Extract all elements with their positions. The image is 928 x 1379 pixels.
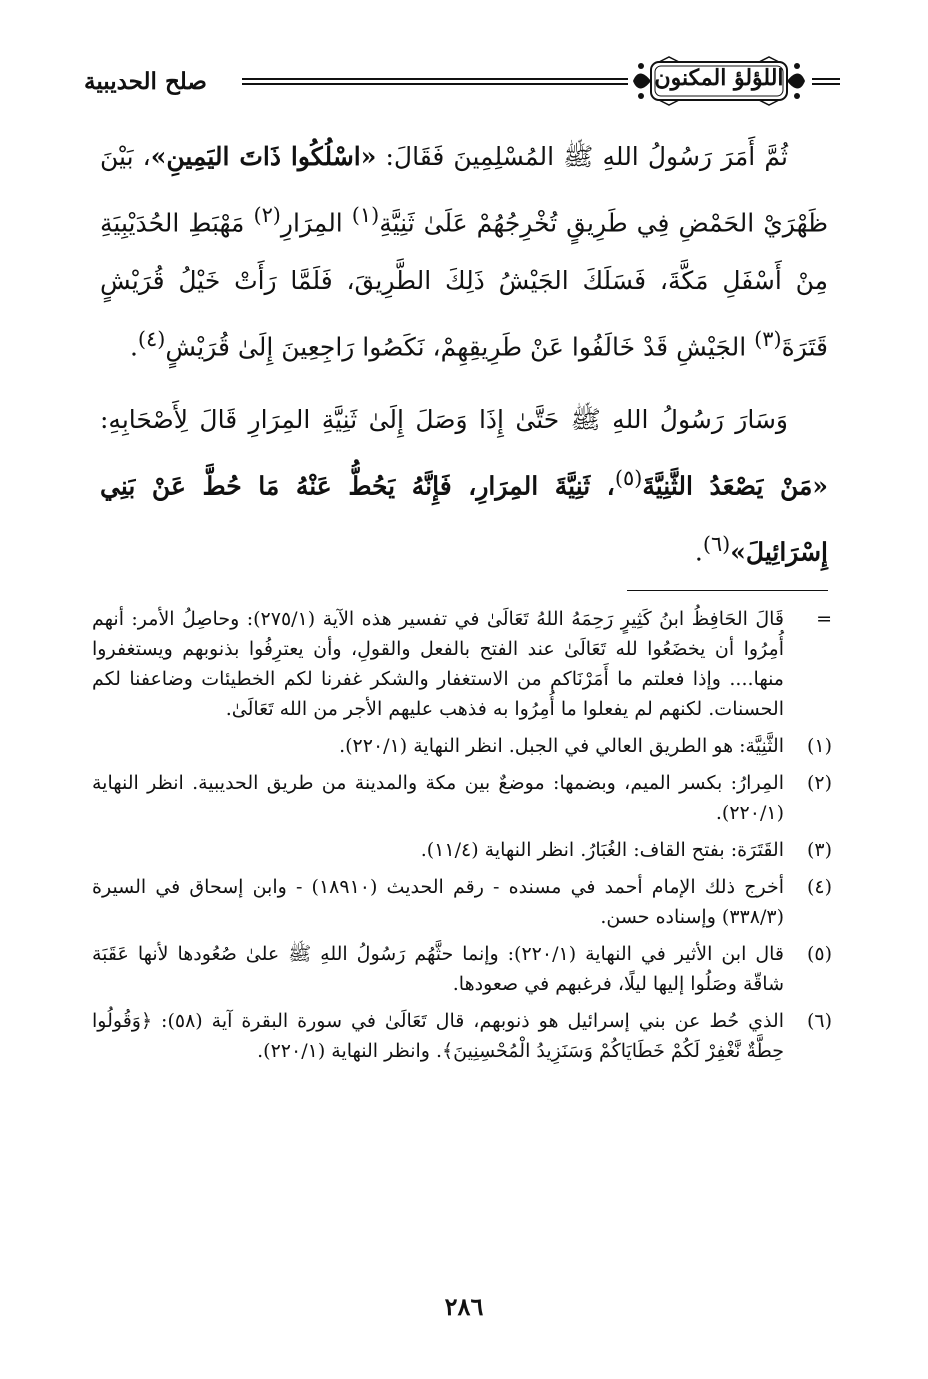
footnote-5 [92,939,832,999]
page-number: ٢٨٦ [444,1292,484,1321]
footnote-marker[interactable]: (٦) [702,531,731,556]
book-title: اللؤلؤ المكنون [654,65,784,91]
text-span: المِرَارِ [280,208,352,238]
footnote-marker[interactable]: (٥) [614,465,643,490]
footnote-1 [92,731,832,761]
book-title-cartouche [629,56,809,106]
paragraph-1 [100,128,828,377]
footnote-number: (٦) [806,1010,832,1032]
footnote-marker[interactable]: (٢) [253,203,281,227]
footnote-number: (٥) [806,943,832,965]
footnote-number: = [816,608,832,630]
footnote-number: (٣) [806,839,832,861]
chapter-title: صلح الحديبية [84,68,207,95]
footnote-marker[interactable]: (١) [351,203,380,227]
text-span: . [694,537,703,567]
footnote-2 [92,768,832,828]
hadith-quote: «اسْلُكُوا ذَاتَ اليَمِينِ» [150,142,377,171]
footnote-text: القَتَرَة: بفتح القاف: الغُبَارُ. انظر النهاية (١١/٤). [420,839,784,861]
text-span: ثُمَّ أَمَرَ رَسُولُ اللهِ ﷺ المُسْلِمِينَ فَقَالَ: [376,142,788,171]
hadith-quote: ، ثَنِيَّةَ المِرَارِ، فَإِنَّهُ يَحُطُّ عَنْهُ مَا حُطَّ عَنْ بَنِي إِسْرَائِيلَ» [100,470,828,567]
text-span: وَسَارَ رَسُولُ اللهِ ﷺ حَتَّىٰ إِذَا وَصَلَ إِلَىٰ ثَنِيَّةِ المِرَارِ قَالَ لِأَصْحَابِهِ: [100,404,788,434]
footnotes [92,604,832,1073]
footnote-4 [92,872,832,932]
footnote-continued [92,604,832,724]
text-span: مَهْبَطِ الحُدَيْبِيَةِ مِنْ أَسْفَلِ مَكَّةَ، فَسَلَكَ الجَيْشُ ذَلِكَ الطَّرِيقَ، فَلَمَّا رَأَتْ خَيْلُ قُرَيْشٍ قَتَرَةَ [100,208,828,362]
paragraph-2 [100,391,828,582]
footnote-text: الثَّنِيَّة: هو الطريق العالي في الجبل. انظر النهاية (٢٢٠/١). [339,735,784,757]
page-header [84,56,840,106]
footnote-number: (٢) [806,772,832,794]
footnote-text: الذي حُط عن بني إسرائيل هو ذنوبهم، قال تَعَالَىٰ في سورة البقرة آية (٥٨): ﴿وَقُولُوا حِطَّةٌ نَّغْفِرْ لَكُمْ خَطَايَاكُمْ وَسَنَزِيدُ الْمُحْسِنِينَ﴾. وانظر النهاية (٢٢٠/١). [92,1010,784,1062]
header-rule-right [812,78,840,85]
footnote-text: المِرارُ: بكسر الميم، وبضمها: موضعٌ بين مكة والمدينة من طريق الحديبية. انظر النهاية (٢٢٠/١). [92,772,784,824]
footnote-number: (٤) [806,876,832,898]
footnote-text: قَالَ الحَافِظُ ابنُ كَثِيرٍ رَحِمَهُ اللهُ تَعَالَىٰ في تفسير هذه الآية (٢٧٥/١): وحاصِلُ الأمر: أنهم أُمِرُوا أن يخضَعُوا لله تَعَالَىٰ عند الفتح بالفعل والقولِ، وأن يعترِفُوا بذنوبهم ويستغفروا منها.... وإذا فعلتم ما أَمَرْنَاكم من الاستغفار والشكر غفرنا لكم الخطيئات وضاعفنا لكم الحسنات. لكنهم لم يفعلوا ما أُمِرُوا به فذهب عليهم الأجر من الله تَعَالَىٰ. [92,608,785,720]
hadith-quote: «مَنْ يَصْعَدُ الثَّنِيَّةَ [642,470,828,500]
footnote-marker[interactable]: (٤) [137,327,166,352]
footnote-separator [627,590,828,591]
footnote-6 [92,1006,832,1066]
footnote-number: (١) [806,735,832,757]
header-rule-left [242,78,628,85]
text-span: . [129,332,138,362]
footnote-3 [92,835,832,865]
text-span: الجَيْشِ قَدْ خَالَفُوا عَنْ طَرِيقِهِمْ، نَكَصُوا رَاجِعِينَ إِلَىٰ قُرَيْشٍ [165,332,755,362]
footnote-marker[interactable]: (٣) [754,327,782,352]
footnote-text: أخرج ذلك الإمام أحمد في مسنده - رقم الحديث (١٨٩١٠) - وابن إسحاق في السيرة (٣٣٨/٣) وإسناده حسن. [92,876,784,928]
main-text [100,128,828,581]
text-span: ، بَيْنَ ظَهْرَيْ الحَمْضِ فِي طَرِيقٍ تُخْرِجُهُمْ عَلَىٰ ثَنِيَّةِ [100,142,828,238]
footnote-text: قال ابن الأثير في النهاية (٢٢٠/١): وإنما حثَّهُم رَسُولُ اللهِ ﷺ علىٰ صُعُودها لأنها عَقَبَة شاقّة وصَلُوا إليها ليلًا، فرغبهم في صعودها. [92,943,784,995]
